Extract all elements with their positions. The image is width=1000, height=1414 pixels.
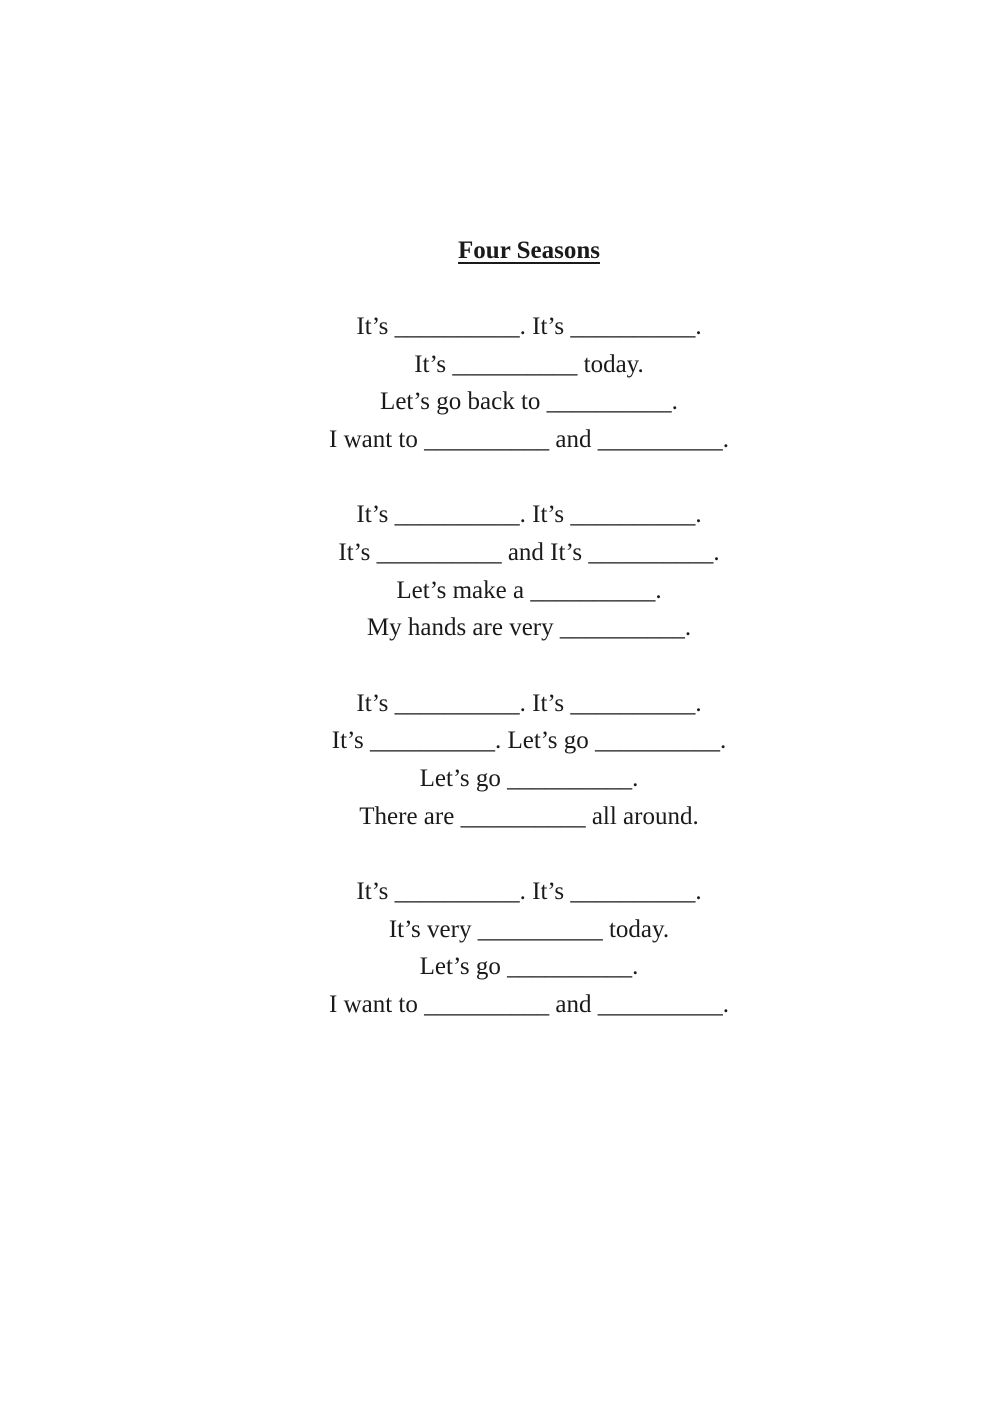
verse-line: Let’s go __________. [419,953,639,981]
verse-line: It’s __________. It’s __________. [356,689,702,717]
verse-line: My hands are very __________. [366,614,692,642]
verse-line: Let’s make a __________. [396,576,662,604]
verse-line: Let’s go __________. [419,764,639,792]
verse-line: It’s __________. Let’s go __________. [331,727,727,755]
verse-line: It’s __________. It’s __________. [356,878,702,906]
verse-2 [0,496,1000,646]
worksheet-title: Four Seasons [458,237,600,264]
verses-container [0,308,1000,1062]
verse-line: It’s __________. It’s __________. [356,501,702,529]
verse-line: I want to __________ and __________. [329,425,729,453]
verse-line: It’s very __________ today. [388,915,670,943]
verse-line: There are __________ all around. [359,802,699,830]
verse-1 [0,308,1000,458]
verse-line: Let’s go back to __________. [380,388,678,416]
verse-line: It’s __________ today. [414,350,644,378]
verse-4 [0,873,1000,1023]
verse-3 [0,685,1000,835]
verse-line: It’s __________. It’s __________. [356,313,702,340]
verse-line: I want to __________ and __________. [329,990,729,1018]
verse-line: It’s __________ and It’s __________. [338,538,720,566]
